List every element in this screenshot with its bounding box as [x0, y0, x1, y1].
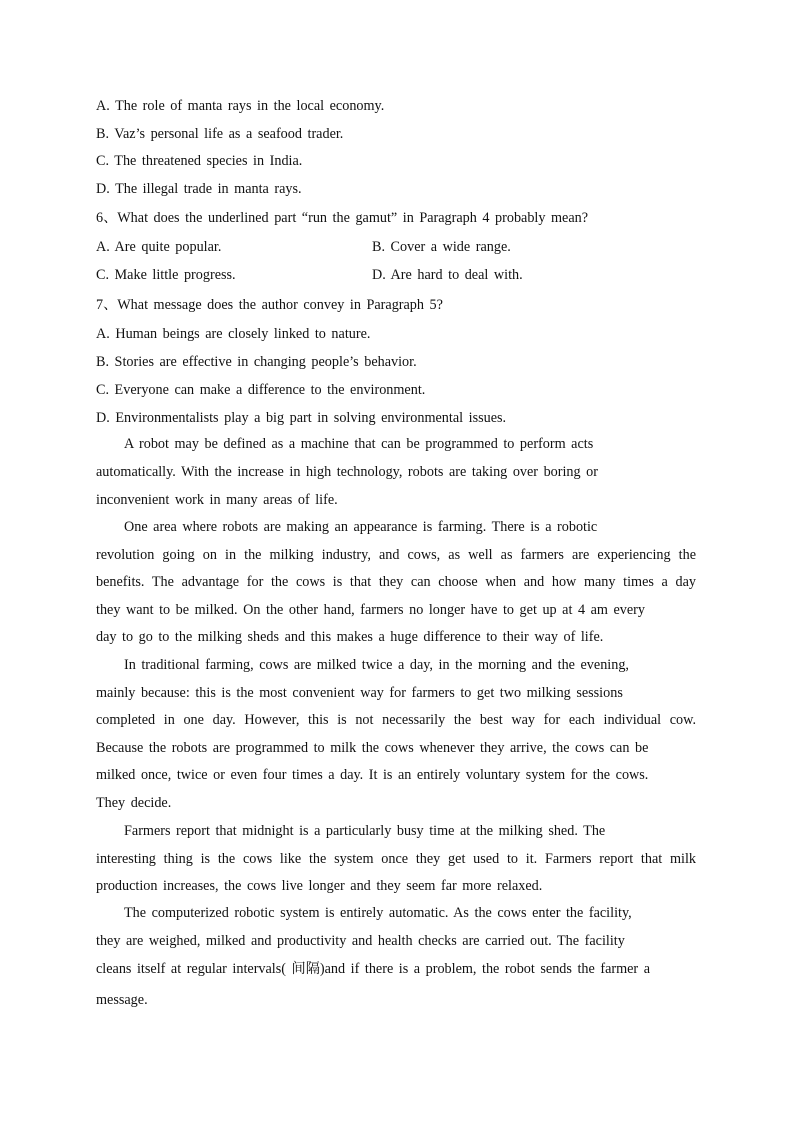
passage-line: production increases, the cows live longer and they seem far more relaxed. — [96, 878, 543, 894]
q7-option-c: C. Everyone can make a difference to the environment. — [96, 382, 426, 398]
q7-option-b: B. Stories are effective in changing people’s behavior. — [96, 354, 417, 370]
q6-option-c: C. Make little progress. — [96, 267, 236, 283]
passage-line: The computerized robotic system is entirely automatic. As the cows enter the facility, — [124, 905, 632, 921]
passage-line: mainly because: this is the most convenient way for farmers to get two milking sessions — [96, 685, 623, 701]
q6-stem: 6、What does the underlined part “run the gamut” in Paragraph 4 probably mean? — [96, 210, 589, 226]
q6-option-b: B. Cover a wide range. — [372, 239, 511, 255]
passage-line: They decide. — [96, 795, 172, 811]
q7-option-a: A. Human beings are closely linked to nature. — [96, 326, 371, 342]
passage-line: day to go to the milking sheds and this makes a huge difference to their way of life. — [96, 629, 604, 645]
passage-line: benefits. The advantage for the cows is that they can choose when and how many times a day — [96, 574, 696, 590]
passage-line: interesting thing is the cows like the system once they get used to it. Farmers report that milk — [96, 851, 696, 867]
passage-line: Farmers report that midnight is a particularly busy time at the milking shed. The — [124, 823, 606, 839]
q7-stem: 7、What message does the author convey in Paragraph 5? — [96, 297, 443, 313]
passage-line: automatically. With the increase in high technology, robots are taking over boring or — [96, 464, 598, 480]
passage-line: they are weighed, milked and productivity and health checks are carried out. The facility — [96, 933, 625, 949]
passage-line: revolution going on in the milking industry, and cows, as well as farmers are experiencing the — [96, 547, 696, 563]
passage-line: A robot may be defined as a machine that can be programmed to perform acts — [124, 436, 594, 452]
q6-option-d: D. Are hard to deal with. — [372, 267, 523, 283]
passage-line: they want to be milked. On the other hand, farmers no longer have to get up at 4 am every — [96, 602, 645, 618]
passage-line: In traditional farming, cows are milked twice a day, in the morning and the evening, — [124, 657, 629, 673]
q7-option-d: D. Environmentalists play a big part in solving environmental issues. — [96, 410, 507, 426]
q6-option-a: A. Are quite popular. — [96, 239, 222, 255]
passage-line: One area where robots are making an appearance is farming. There is a robotic — [124, 519, 598, 535]
passage-line: Because the robots are programmed to milk the cows whenever they arrive, the cows can be — [96, 740, 649, 756]
passage-line: completed in one day. However, this is not necessarily the best way for each individual cow. — [96, 712, 696, 728]
q5-option-a: A. The role of manta rays in the local economy. — [96, 98, 385, 114]
q5-option-b: B. Vaz’s personal life as a seafood trader. — [96, 126, 344, 142]
passage-line: milked once, twice or even four times a day. It is an entirely voluntary system for the cows. — [96, 767, 649, 783]
q5-option-d: D. The illegal trade in manta rays. — [96, 181, 302, 197]
passage-line: inconvenient work in many areas of life. — [96, 492, 338, 508]
passage-line: message. — [96, 992, 148, 1008]
passage-line: cleans itself at regular intervals( 间隔)and if there is a problem, the robot sends the farmer a — [96, 961, 650, 977]
q5-option-c: C. The threatened species in India. — [96, 153, 303, 169]
